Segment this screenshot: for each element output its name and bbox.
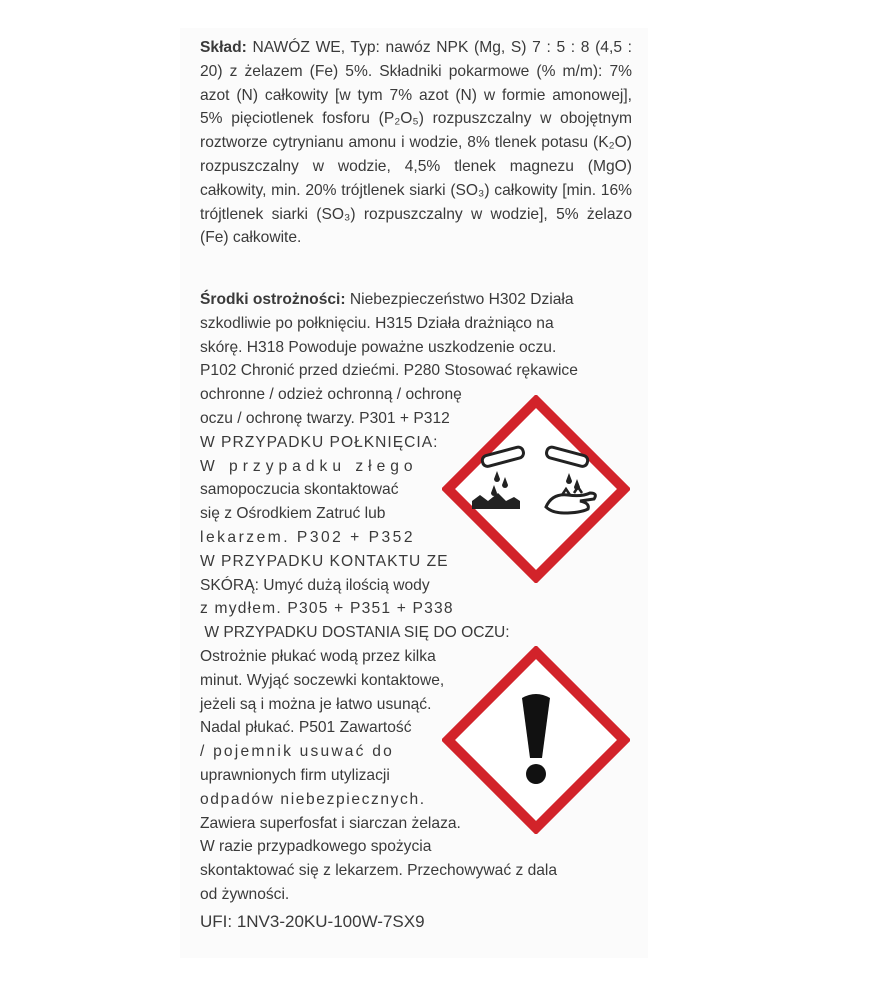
precautions-line: samopoczucia skontaktować <box>200 481 399 499</box>
precautions-line: od żywności. <box>200 885 290 903</box>
precautions-line: W razie przypadkowego spożycia <box>200 838 432 856</box>
precautions-line: minut. Wyjąć soczewki kontaktowe, <box>200 671 445 689</box>
exclamation-mark-icon <box>442 646 630 834</box>
composition-label: Skład: <box>200 39 247 56</box>
precautions-line: skórę. H318 Powoduje poważne uszkodzenie oczu. <box>200 338 557 356</box>
precautions-line: / pojemnik usuwać do <box>200 743 394 761</box>
precautions-line: SKÓRĄ: Umyć dużą ilością wody <box>200 576 430 594</box>
ghs-corrosion-pictogram <box>442 395 630 583</box>
precautions-line: skontaktować się z lekarzem. Przechowywać z dala <box>200 862 558 880</box>
ufi-code: UFI: 1NV3-20KU-100W-7SX9 <box>200 912 425 931</box>
precautions-line: W PRZYPADKU POŁKNIĘCIA: <box>200 433 439 451</box>
precautions-line: lekarzem. P302 + P352 <box>200 528 416 546</box>
precautions-line: ochronne / odzież ochronną / ochronę <box>200 386 462 404</box>
precautions-line: Nadal płukać. P501 Zawartość <box>200 719 412 737</box>
precautions-line: Ostrożnie płukać wodą przez kilka <box>200 647 436 665</box>
composition-section <box>200 36 632 250</box>
precautions-line: się z Ośrodkiem Zatruć lub <box>200 505 386 523</box>
precautions-line: oczu / ochronę twarzy. P301 + P312 <box>200 409 450 427</box>
precautions-line: z mydłem. P305 + P351 + P338 <box>200 600 454 618</box>
precautions-line: uprawnionych firm utylizacji <box>200 766 390 784</box>
precautions-line: W PRZYPADKU KONTAKTU ZE <box>200 552 449 570</box>
precautions-line: Niebezpieczeństwo H302 Działa <box>349 291 574 308</box>
precautions-line: P102 Chronić przed dziećmi. P280 Stosować rękawice <box>200 362 578 380</box>
precautions-line: W PRZYPADKU DOSTANIA SIĘ DO OCZU: <box>200 624 510 642</box>
composition-text: NAWÓZ WE, Typ: nawóz NPK (Mg, S) 7 : 5 : 8 (4,5 : 20) z żelazem (Fe) 5%. Składniki pokarmowe (% m/m): 7% azot (N) całkowity [w tym 7% azot (N) w formie amonowej], 5% pięciotlenek fosforu (P₂O₅) rozpuszczalny w obojętnym roztworze cytrynianu amonu i wodzie, 8% tlenek potasu (K₂O) rozpuszczalny w wodzie, 4,5% tlenek magnezu (MgO) całkowity, min. 20% trójtlenek siarki (SO₃) całkowity [min. 16% trójtlenek siarki (SO₃) rozpuszczalny w wodzie], 5% żelazo (Fe) całkowite. <box>200 39 632 247</box>
precautions-line: szkodliwie po połknięciu. H315 Działa drażniąco na <box>200 314 554 332</box>
ghs-exclamation-pictogram <box>442 646 630 834</box>
precautions-line: Zawiera superfosfat i siarczan żelaza. <box>200 814 461 832</box>
precautions-label: Środki ostrożności: <box>200 291 346 308</box>
precautions-line: jeżeli są i można je łatwo usunąć. <box>200 695 432 713</box>
precautions-line: odpadów niebezpiecznych. <box>200 790 426 808</box>
corrosion-icon <box>442 395 630 583</box>
precautions-line: W przypadku złego <box>200 457 418 475</box>
